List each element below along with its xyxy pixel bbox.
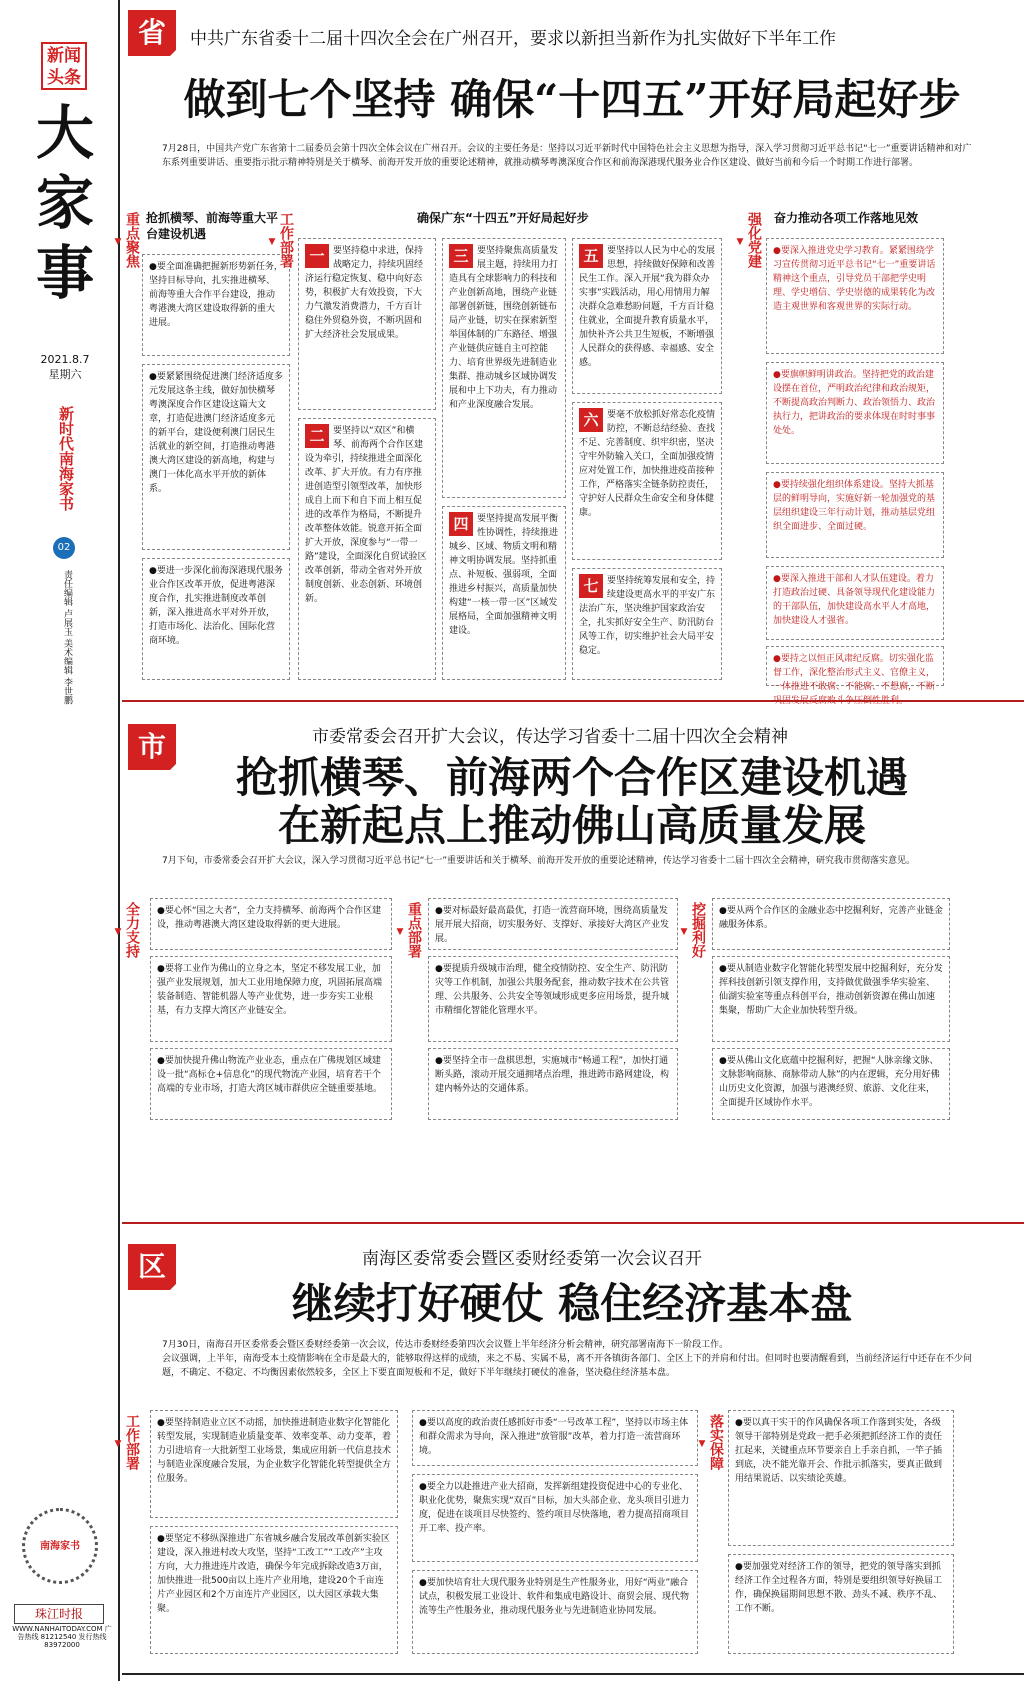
district-item: ●要加强党对经济工作的领导，把党的领导落实到抓经济工作全过程各方面，特别是要组织领导好换届工作，确保换届期间思想不散、劲头不减、秩序不乱、工作不断。 [728,1554,954,1654]
city-kicker: 市委常委会召开扩大会议，传达学习省委十二届十四次全会精神 [312,727,788,747]
qr-label: 南海家书 [40,1540,80,1552]
district-item: ●要坚定不移纵深推进广东省城乡融合发展改革创新实验区建设，深入推进村改大攻坚，坚持“工改工”“工改产”主攻方向，大力推进连片改造，确保今年完成拆除改造3万亩，加快推进一批500亩以上连片产业用地，建设20个千亩连片产业园区和2个万亩连片产业园区，以大园区承载大集聚。 [150,1526,398,1654]
city-headline-2: 在新起点上推动佛山高质量发展 [277,801,866,850]
news-headline-tag: 新闻头条 [41,42,87,90]
district-item: ●要全力以赴推进产业大招商，发挥新组建投资促进中心的专业化、职业化优势，聚焦实现“双百”目标，加大头部企业、龙头项目引进力度，促进在谈项目尽快签约、签约项目尽快落地，着力提高招商项目开工率、投产率。 [412,1474,698,1562]
focus-item: ●要全面准确把握新形势新任务，坚持目标导向，扎实推进横琴、前海等重大合作平台建设，推动粤港澳大湾区建设取得新的重大进展。 [142,254,290,356]
item-number: 六 [579,408,603,432]
slogan: 新时代南海家书 [57,406,75,511]
item-number: 三 [449,244,473,268]
party-item: ●要深入推进干部和人才队伍建设。着力打造政治过硬、具备领导现代化建设能力的干部队伍，加快建设高水平人才高地，加快建设人才强省。 [766,566,944,640]
vlabel-deploy: 重点部署 ▼ [404,902,422,958]
district-item: ●要坚持制造业立区不动摇，加快推进制造业数字化智能化转型发展，实现制造业质量变革、效率变革、动力变革，着力引进培育一大批新型工业场景，集成应用新一代信息技术与制造业深度融合发展，为企业数字化智能化转型提供全方位服务。 [150,1410,398,1518]
item-number: 四 [449,512,473,536]
contact-lines: WWW.NANHAITODAY.COM 广告热线 81212540 发行热线 83972000 [12,1625,112,1649]
district-item: ●要以高度的政治责任感抓好市委“一号改革工程”，坚持以市场主体和群众需求为导向，深入推进“放管服”改革，着力打造一流营商环境。 [412,1410,698,1466]
city-item: ●要加快提升佛山物流产业业态，重点在广佛规划区域建设一批“高标仓+信息化”的现代物流产业园，培育若干个高端的专业市场，打造大湾区城市群供应全链重要基地。 [150,1048,392,1120]
city-item: ●要坚持全市一盘棋思想，实施城市“畅通工程”，加快打通断头路，滚动开展交通拥堵点治理，推进跨市路网建设，构建内畅外达的交通体系。 [428,1048,678,1120]
city-lead: 7月下旬，市委常委会召开扩大会议，深入学习贯彻习近平总书记“七一”重要讲话和关于横琴、前海开发开放的重要论述精神，传达学习省委十二届十四次全会精神，研究我市贯彻落实意见。 [162,856,916,866]
party-item: ●要深入推进党史学习教育。紧紧围绕学习宣传贯彻习近平总书记“七一”重要讲话精神这个重点，引导党员干部把学史明理、学史增信、学史崇德的成果转化为改造主观世界和客观世界的实际行动。 [766,238,944,354]
vlabel-district-work: 工作部署 ▼ [122,1414,140,1470]
work-item: 四 要坚持提高发展平衡性协调性，持续推进城乡、区域、物质文明和精神文明协调发展。坚持抓重点、补短板、强弱项，全面推进乡村振兴，高质量加快构建“一核一带一区”区域发展格局，全面加强精神文明建设。 [442,506,566,680]
city-section [122,702,1024,1198]
city-item: ●要心怀“国之大者”，全力支持横琴、前海两个合作区建设，推动粤港澳大湾区建设取得新的更大进展。 [150,898,392,950]
vlabel-party: 强化党建 ▼ [744,212,762,268]
right-column-title: 奋力推动各项工作落地见效 [774,211,919,225]
work-item: 二 要坚持以“双区”和横琴、前海两个合作区建设为牵引，持续推进全面深化改革、扩大开放。有力有序推进创造型引领型改革，加快形成自上而下和自下而上相互促进的改革作为格局，不断提升改革整体效能。锐意开拓全面扩大开放，深度参与“一带一路”建设，全面深化自贸试验区改革创新，带动全省对外开放制度创新、业态创新、环境创新。 [298,418,436,680]
section-label-district: 区 [128,1244,176,1290]
left-sidebar [0,0,120,1681]
work-item: 一 要坚持稳中求进，保持战略定力，持续巩固经济运行稳定恢复、稳中向好态势，积极扩大有效投资，下大力气激发消费潜力，千方百计稳住外贸稳外资，不断巩固和扩大经济社会发展成果。 [298,238,436,410]
district-lead-2: 会议强调，上半年，南海受本土疫情影响在全市是最大的，能够取得这样的成绩，来之不易、实属不易，离不开各镇街各部门、全区上下的并肩和付出。但同时也要清醒看到，当前经济运行中还存在不少问题，不确定、不稳定、不均衡因素依然较多，全区上下要直面短板和不足，做好下半年继续打硬仗的准备，坚决稳住经济基本盘。 [162,1354,973,1378]
district-item: ●要加快培育壮大现代服务业特别是生产性服务业，用好“两业”融合试点，积极发展工业设计、软件和集成电路设计、商贸会展、现代物流等生产性服务业，推动现代服务业与先进制造业协同发展。 [412,1570,698,1654]
district-section [122,1224,1024,1681]
city-item: ●要从佛山文化底蕴中挖掘利好，把握“人脉亲缘文脉、文脉影响商脉、商脉带动人脉”的内在逻辑，充分用好佛山历史文化资源，加强与港澳经贸、旅游、文化往来，全面提升区域协作水平。 [712,1048,950,1120]
item-number: 二 [305,424,329,448]
weekday-text: 星期六 [48,368,82,381]
focus-item: ●要紧紧围绕促进澳门经济适度多元发展这条主线，做好加快横琴粤澳深度合作区建设这篇大文章，打造促进澳门经济适度多元的新平台，建设便利澳门居民生活就业的新空间，打造推动粤港澳大湾区建设的新高地，构建与澳门一体化高水平开放的新体系。 [142,364,290,550]
district-headline: 继续打好硬仗 稳住经济基本盘 [291,1279,853,1328]
party-item: ●要持续强化组织体系建设。坚持大抓基层的鲜明导向，实施好新一轮加强党的基层组织建设三年行动计划，推动基层党组织全面进步、全面过硬。 [766,472,944,558]
item-number: 一 [305,244,329,268]
city-item: ●要将工业作为佛山的立身之本，坚定不移发展工业，加强产业发展规划，加大工业用地保障力度，巩固拓展高端装备制造、智能机器人等产业优势，进一步夯实工业根基，有力支撑大湾区产业链安全。 [150,956,392,1042]
city-item: ●要从两个合作区的金融业态中挖掘利好，完善产业链金融服务体系。 [712,898,950,950]
section-label-province: 省 [128,10,176,56]
vlabel-work: 工作部署 ▼ [276,212,294,268]
city-headline-1: 抢抓横琴、前海两个合作区建设机遇 [235,753,908,802]
staff-credits: 责任编辑 卢展玉 美术编辑 李世鹏 [62,570,72,705]
province-headline: 做到七个坚持 确保“十四五”开好局起好步 [183,75,961,124]
city-item: ●要对标最好最高最优，打造一流营商环境，围绕高质量发展开展大招商，切实服务好、支撑好、承接好大湾区产业发展。 [428,898,678,950]
focus-item: ●要进一步深化前海深港现代服务业合作区改革开放，促进粤港深度合作，扎实推进制度改革创新，深入推进高水平对外开放，打造市场化、法治化、国际化营商环境。 [142,558,290,680]
district-lead-1: 7月30日，南海召开区委常委会暨区委财经委第一次会议，传达市委财经委第四次会议暨上半年经济分析会精神，研究部署南海下一阶段工作。 [162,1340,729,1350]
district-kicker: 南海区委常委会暨区委财经委第一次会议召开 [362,1249,702,1269]
bottom-rule [122,1673,1024,1675]
left-column-title: 抢抓横琴、前海等重大平台建设机遇 [146,211,279,241]
vlabel-support: 全力支持 ▼ [122,902,140,958]
party-item: ●要旗帜鲜明讲政治。坚持把党的政治建设摆在首位，严明政治纪律和政治规矩，不断提高政治判断力、政治领悟力、政治执行力，把讲政治的要求体现在时时事事处处。 [766,362,944,464]
vlabel-focus: 重点聚焦 ▼ [122,212,140,268]
item-number: 七 [579,574,603,598]
city-item: ●要从制造业数字化智能化转型发展中挖掘利好，充分发挥科技创新引领支撑作用，支持做优做强季华实验室、仙湖实验室等重点科创平台，推动创新资源在佛山加速集聚，帮助广大企业加快转型升级。 [712,956,950,1042]
page-number-badge: 02 [53,537,75,559]
vlabel-assure: 落实保障 ▼ [706,1414,724,1470]
city-item: ●要提质升级城市治理，健全疫情防控、安全生产、防汛防灾等工作机制，加强公共服务配套，推动数字技术在公共管理、公共服务、公共安全等领域形成更多应用场景，提升城市精细化智能化管理水平。 [428,956,678,1042]
work-item: 六 要毫不放松抓好常态化疫情防控，不断总结经验、查找不足、完善制度、织牢织密，坚决守牢外防输入关口，全面加强疫情应对处置工作，加快推进疫苗接种工作，严格落实全链条防控责任，守护好人民群众生命安全和身体健康。 [572,402,722,560]
newspaper-logo: 珠江时报 [14,1604,104,1624]
section-label-city: 市 [128,724,176,770]
work-item: 五 要坚持以人民为中心的发展思想，持续做好保障和改善民生工作。深入开展“我为群众办实事”实践活动，用心用情用力解决群众急难愁盼问题，千方百计稳住就业，全面提升教育质量水平，加快补齐公共卫生短板，不断增强人民群众的获得感、幸福感、安全感。 [572,238,722,394]
qr-code-icon[interactable] [22,1508,98,1584]
work-item: 三 要坚持聚焦高质量发展主题，持续用力打造具有全球影响力的科技和产业创新高地，围绕产业链部署创新链，围绕创新链布局产业链，切实在探索新型举国体制的广东路径、增强产业链供应链自主可控能力、培育世界级先进制造业集群、推动城乡区域协调发展和中上下功夫，有力推动和产业深度融合发展。 [442,238,566,498]
province-kicker: 中共广东省委十二届十四次全会在广州召开，要求以新担当新作为扎实做好下半年工作 [190,29,836,49]
province-section [122,0,1024,700]
district-item: ●要以真干实干的作风确保各项工作落到实处，各级领导干部特别是党政一把手必须把抓经济工作的责任扛起来，关键重点环节要亲自上手亲自抓，一竿子插到底，决不能光靠开会、作批示抓落实，要真正做到用结果说话、以实绩论英雄。 [728,1410,954,1546]
date-text: 2021.8.7 [40,353,90,366]
column-title: 大家事 [35,99,94,307]
issue-date [20,352,110,382]
middle-column-title: 确保广东“十四五”开好局起好步 [417,211,589,225]
work-item: 七 要坚持统筹发展和安全，持续建设更高水平的平安广东法治广东，坚决维护国家政治安全，扎实抓好安全生产、防汛防台风等工作，切实维护社会大局平安稳定。 [572,568,722,680]
vlabel-benefit: 挖掘利好 ▼ [688,902,706,958]
item-number: 五 [579,244,603,268]
party-item: ●要持之以恒正风肃纪反腐。切实强化监督工作，深化整治形式主义、官僚主义，一体推进不敢腐、不能腐、不想腐，不断 [766,646,944,686]
province-lead: 7月28日，中国共产党广东省第十二届委员会第十四次全体会议在广州召开。会议的主要任务是：坚持以习近平新时代中国特色社会主义思想为指导，深入学习贯彻习近平总书记“七一”重要讲话精神和对广东系列重要讲话、重要指示批示精神特别是关于横琴、前海开发开放的重要论述精神，就推动横琴粤澳深度合作区和前海深港现代服务业合作区建设、做好当前和今后一个时期工作进行部署。 [162,144,972,168]
main-content [122,0,1024,1681]
